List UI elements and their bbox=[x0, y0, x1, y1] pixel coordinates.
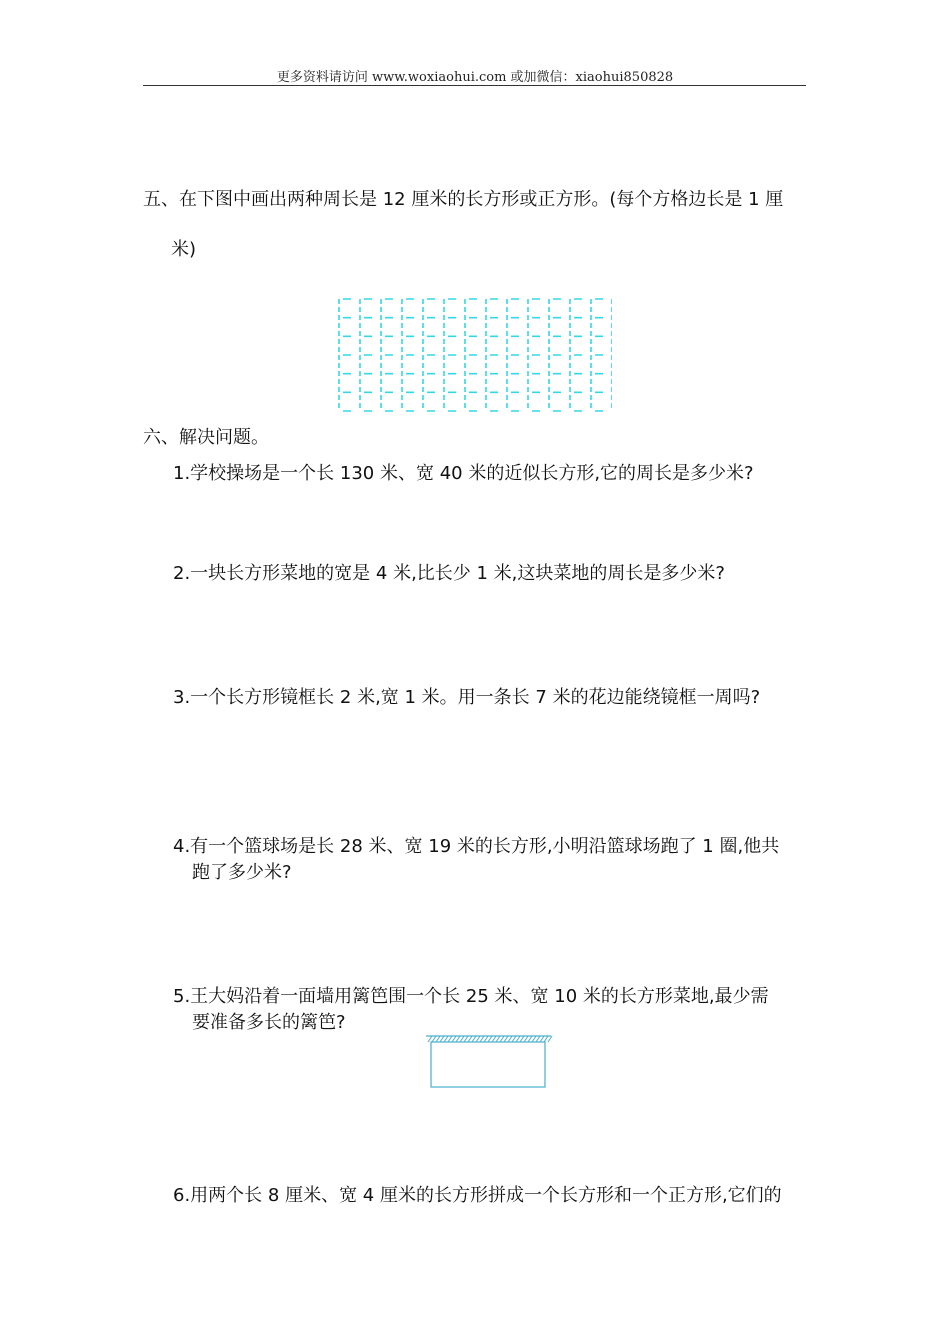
hatch-mark bbox=[536, 1036, 540, 1042]
question-5-line1: 5.王大妈沿着一面墙用篱笆围一个长 25 米、宽 10 米的长方形菜地,最少需 bbox=[173, 986, 769, 1007]
hatch-mark bbox=[484, 1036, 488, 1042]
section6-title: 六、解决问题。 bbox=[143, 427, 269, 448]
question-6-line1: 6.用两个长 8 厘米、宽 4 厘米的长方形拼成一个长方形和一个正方形,它们的 bbox=[173, 1185, 782, 1206]
question-3: 3.一个长方形镜框长 2 米,宽 1 米。用一条长 7 米的花边能绕镜框一周吗? bbox=[173, 687, 761, 708]
hatch-mark bbox=[524, 1036, 528, 1042]
header-divider bbox=[143, 85, 806, 86]
square-grid bbox=[338, 298, 612, 412]
hatch-mark bbox=[520, 1036, 524, 1042]
hatch-mark bbox=[532, 1036, 536, 1042]
hatch-mark bbox=[452, 1036, 456, 1042]
hatch-mark bbox=[472, 1036, 476, 1042]
hatch-mark bbox=[476, 1036, 480, 1042]
question-1: 1.学校操场是一个长 130 米、宽 40 米的近似长方形,它的周长是多少米? bbox=[173, 463, 754, 484]
wall-fence-figure bbox=[425, 1032, 555, 1092]
question-4-line1: 4.有一个篮球场是长 28 米、宽 19 米的长方形,小明沿篮球场跑了 1 圈,他共 bbox=[173, 836, 780, 857]
hatch-mark bbox=[540, 1036, 544, 1042]
hatch-mark bbox=[436, 1036, 440, 1042]
hatch-mark bbox=[448, 1036, 452, 1042]
hatch-mark bbox=[508, 1036, 512, 1042]
hatch-mark bbox=[432, 1036, 436, 1042]
vegetable-plot-rectangle bbox=[431, 1042, 545, 1087]
hatch-mark bbox=[460, 1036, 464, 1042]
section5-prompt-line2: 米) bbox=[171, 239, 197, 260]
hatch-mark bbox=[468, 1036, 472, 1042]
question-5-line2: 要准备多长的篱笆? bbox=[192, 1012, 346, 1033]
hatch-mark bbox=[496, 1036, 500, 1042]
question-4-line2: 跑了多少米? bbox=[192, 862, 292, 883]
wall-hatching bbox=[428, 1036, 552, 1042]
hatch-mark bbox=[428, 1036, 432, 1042]
hatch-mark bbox=[500, 1036, 504, 1042]
hatch-mark bbox=[492, 1036, 496, 1042]
hatch-mark bbox=[444, 1036, 448, 1042]
hatch-mark bbox=[516, 1036, 520, 1042]
hatch-mark bbox=[480, 1036, 484, 1042]
section5-prompt-line1: 五、在下图中画出两种周长是 12 厘米的长方形或正方形。(每个方格边长是 1 厘 bbox=[143, 189, 784, 210]
hatch-mark bbox=[512, 1036, 516, 1042]
hatch-mark bbox=[504, 1036, 508, 1042]
question-2: 2.一块长方形菜地的宽是 4 米,比长少 1 米,这块菜地的周长是多少米? bbox=[173, 563, 725, 584]
hatch-mark bbox=[488, 1036, 492, 1042]
hatch-mark bbox=[440, 1036, 444, 1042]
hatch-mark bbox=[544, 1036, 548, 1042]
hatch-mark bbox=[464, 1036, 468, 1042]
hatch-mark bbox=[548, 1036, 552, 1042]
hatch-mark bbox=[528, 1036, 532, 1042]
page-header: 更多资料请访问 www.woxiaohui.com 或加微信：xiaohui850828 bbox=[276, 70, 674, 85]
hatch-mark bbox=[456, 1036, 460, 1042]
